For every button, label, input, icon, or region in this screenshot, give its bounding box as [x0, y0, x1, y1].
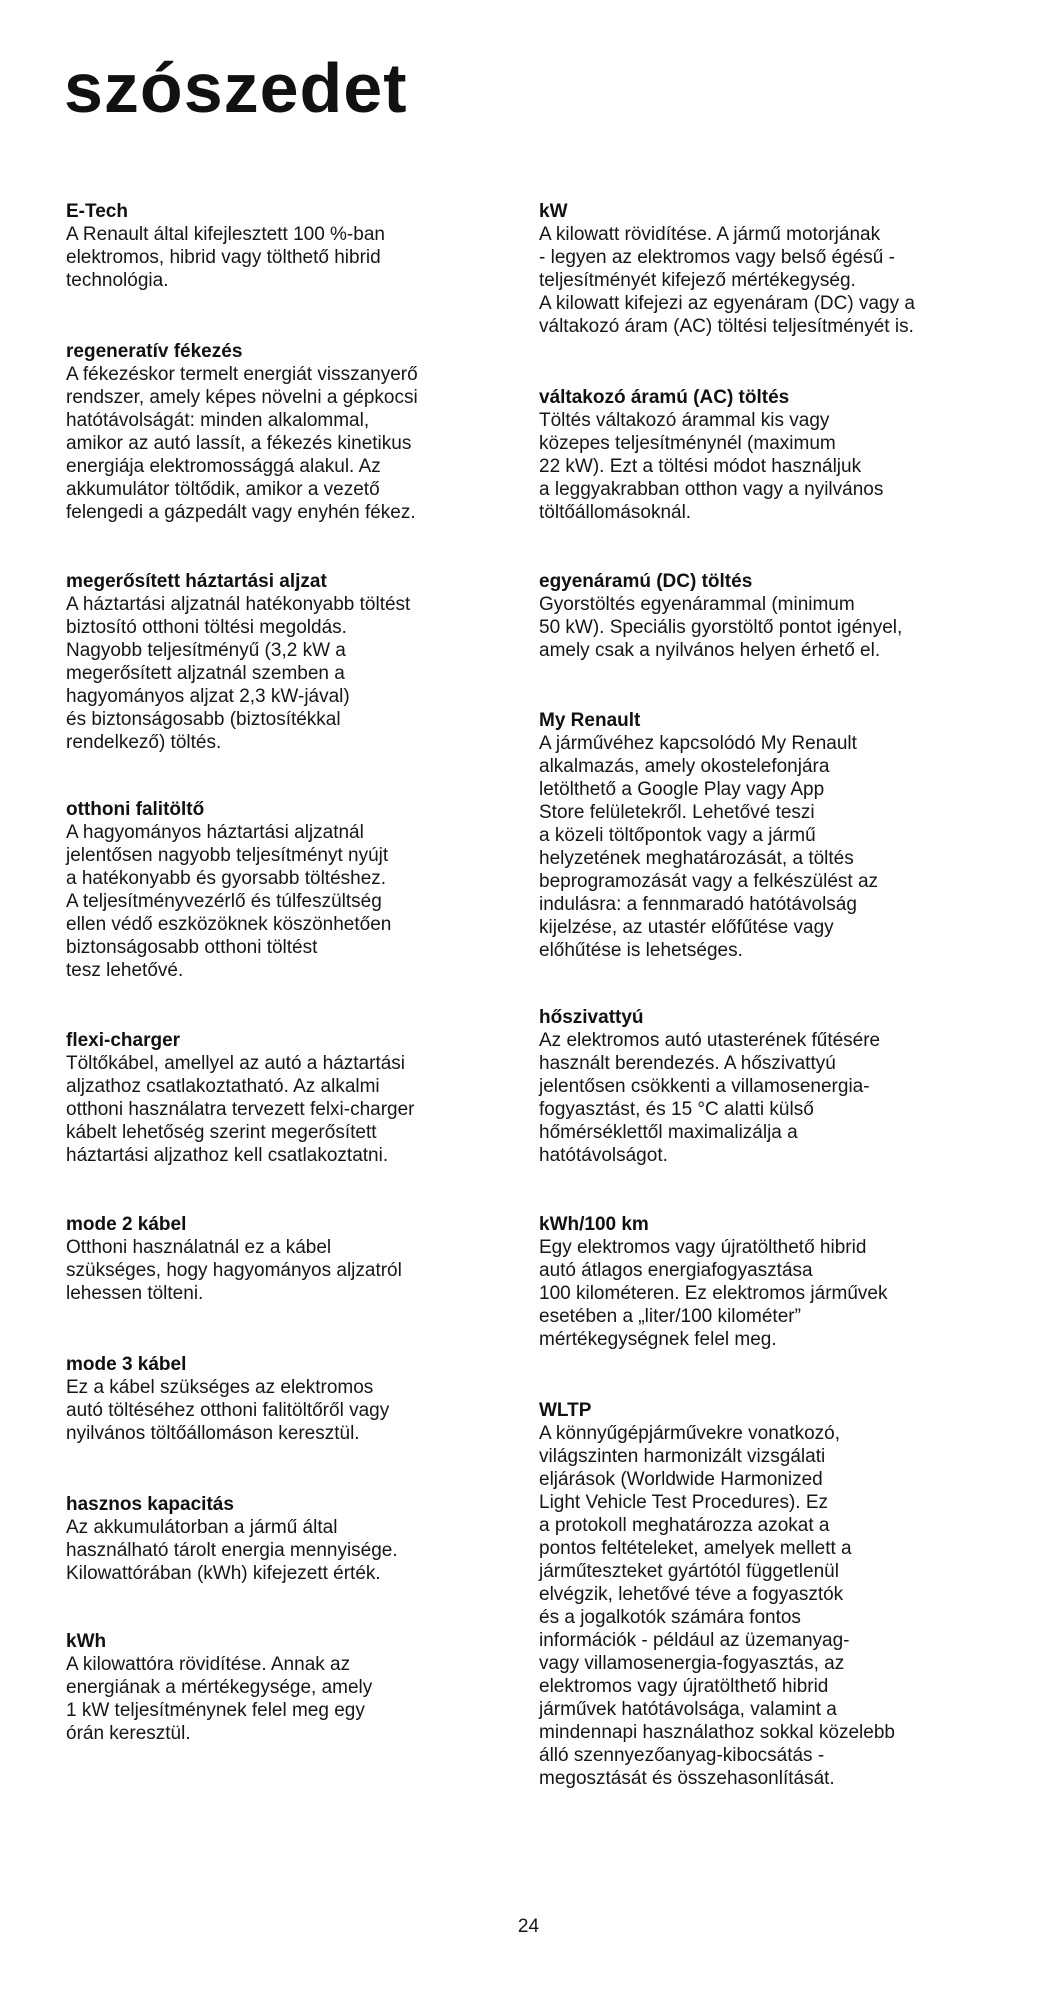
definition-line: Az akkumulátorban a jármű által — [66, 1517, 338, 1538]
glossary-term: E-Tech — [66, 201, 128, 222]
definition-line: kijelzése, az utastér előfűtése vagy — [539, 917, 834, 938]
glossary-entry — [539, 1399, 1009, 1790]
definition-line: technológia. — [66, 270, 169, 291]
definition-line: A járművéhez kapcsolódó My Renault — [539, 733, 857, 754]
definition-line: pontos feltételeket, amelyek mellett a — [539, 1538, 852, 1559]
definition-line: amikor az autó lassít, a fékezés kinetikus — [66, 433, 412, 454]
definition-line: megosztását és összehasonlítását. — [539, 1768, 835, 1789]
glossary-entry — [539, 709, 1009, 962]
definition-line: biztonságosabb otthoni töltést — [66, 937, 318, 958]
definition-line: járművek hatótávolsága, valamint a — [539, 1699, 837, 1720]
glossary-term: otthoni falitöltő — [66, 799, 205, 820]
glossary-term: flexi-charger — [66, 1030, 181, 1051]
definition-line: Ez a kábel szükséges az elektromos — [66, 1377, 374, 1398]
glossary-entry — [539, 386, 1009, 524]
glossary-term: WLTP — [539, 1400, 592, 1421]
definition-line: eljárások (Worldwide Harmonized — [539, 1469, 823, 1490]
definition-line: előhűtése is lehetséges. — [539, 940, 743, 961]
definition-line: rendelkező) töltés. — [66, 732, 222, 753]
definition-line: háztartási aljzathoz kell csatlakoztatni. — [66, 1145, 389, 1166]
definition-line: Light Vehicle Test Procedures). Ez — [539, 1492, 829, 1513]
definition-line: A kilowattóra rövidítése. Annak az — [66, 1654, 351, 1675]
definition-line: A teljesítményvezérlő és túlfeszültség — [66, 891, 382, 912]
glossary-entry — [66, 1213, 536, 1305]
definition-line: jelentősen nagyobb teljesítményt nyújt — [66, 845, 389, 866]
definition-line: otthoni használatra tervezett felxi-charger — [66, 1099, 415, 1120]
glossary-entry — [66, 1029, 536, 1167]
definition-line: fogyasztást, és 15 °C alatti külső — [539, 1099, 814, 1120]
definition-line: energiája elektromossággá alakul. Az — [66, 456, 381, 477]
glossary-term: egyenáramú (DC) töltés — [539, 571, 753, 592]
definition-line: Egy elektromos vagy újratölthető hibrid — [539, 1237, 867, 1258]
definition-line: 50 kW). Speciális gyorstöltő pontot igényel, — [539, 617, 903, 638]
glossary-entry — [539, 570, 1009, 662]
definition-line: órán keresztül. — [66, 1723, 191, 1744]
definition-line: alkalmazás, amely okostelefonjára — [539, 756, 830, 777]
definition-line: használt berendezés. A hőszivattyú — [539, 1053, 836, 1074]
definition-line: Kilowattórában (kWh) kifejezett érték. — [66, 1563, 381, 1584]
definition-line: megerősített aljzatnál szemben a — [66, 663, 345, 684]
definition-line: hatótávolságot. — [539, 1145, 668, 1166]
definition-line: akkumulátor töltődik, amikor a vezető — [66, 479, 380, 500]
definition-line: lehessen tölteni. — [66, 1283, 204, 1304]
definition-line: hatótávolságát: minden alkalommal, — [66, 410, 370, 431]
definition-line: biztosító otthoni töltési megoldás. — [66, 617, 347, 638]
glossary-entry — [66, 1630, 536, 1745]
glossary-term: kWh — [66, 1631, 107, 1652]
definition-line: nyilvános töltőállomáson keresztül. — [66, 1423, 360, 1444]
definition-line: álló szennyezőanyag-kibocsátás - — [539, 1745, 825, 1766]
glossary-entry — [66, 798, 536, 982]
definition-line: Az elektromos autó utasterének fűtésére — [539, 1030, 881, 1051]
glossary-entry — [539, 1213, 1009, 1351]
definition-line: 22 kW). Ezt a töltési módot használjuk — [539, 456, 862, 477]
definition-line: A kilowatt kifejezi az egyenáram (DC) vagy a — [539, 293, 915, 314]
page-number: 24 — [517, 1916, 540, 1937]
page-title: szószedet — [64, 49, 408, 127]
definition-line: mértékegységnek felel meg. — [539, 1329, 777, 1350]
glossary-entry — [66, 200, 536, 292]
glossary-term: kW — [539, 201, 568, 222]
definition-line: autó átlagos energiafogyasztása — [539, 1260, 813, 1281]
definition-line: Otthoni használatnál ez a kábel — [66, 1237, 332, 1258]
definition-line: töltőállomásoknál. — [539, 502, 692, 523]
definition-line: A Renault által kifejlesztett 100 %-ban — [66, 224, 385, 245]
definition-line: A háztartási aljzatnál hatékonyabb töltést — [66, 594, 411, 615]
glossary-entry — [66, 1353, 536, 1445]
definition-line: 100 kilométeren. Ez elektromos járművek — [539, 1283, 888, 1304]
definition-line: felengedi a gázpedált vagy enyhén fékez. — [66, 502, 416, 523]
definition-line: Gyorstöltés egyenárammal (minimum — [539, 594, 855, 615]
glossary-term: hasznos kapacitás — [66, 1494, 234, 1515]
definition-line: Töltés váltakozó árammal kis vagy — [539, 410, 830, 431]
glossary-entry — [66, 570, 536, 754]
definition-line: világszinten harmonizált vizsgálati — [539, 1446, 826, 1467]
definition-line: és biztonságosabb (biztosítékkal — [66, 709, 341, 730]
definition-line: A könnyűgépjárművekre vonatkozó, — [539, 1423, 841, 1444]
definition-line: váltakozó áram (AC) töltési teljesítményét is. — [539, 316, 914, 337]
definition-line: és a jogalkotók számára fontos — [539, 1607, 801, 1628]
glossary-entry — [66, 340, 536, 524]
definition-line: járműteszteket gyártótól függetlenül — [539, 1561, 839, 1582]
definition-line: mindennapi használathoz sokkal közelebb — [539, 1722, 895, 1743]
definition-line: jelentősen csökkenti a villamosenergia- — [539, 1076, 870, 1097]
glossary-term: hőszivattyú — [539, 1007, 644, 1028]
definition-line: A kilowatt rövidítése. A jármű motorjának — [539, 224, 881, 245]
definition-line: energiának a mértékegysége, amely — [66, 1677, 373, 1698]
definition-line: elvégzik, lehetővé téve a fogyasztók — [539, 1584, 844, 1605]
definition-line: elektromos vagy újratölthető hibrid — [539, 1676, 829, 1697]
definition-line: a protokoll meghatározza azokat a — [539, 1515, 830, 1536]
definition-line: beprogramozását vagy a felkészülést az — [539, 871, 879, 892]
definition-line: 1 kW teljesítménynek felel meg egy — [66, 1700, 365, 1721]
definition-line: a közeli töltőpontok vagy a jármű — [539, 825, 816, 846]
definition-line: amely csak a nyilvános helyen érhető el. — [539, 640, 881, 661]
definition-line: hagyományos aljzat 2,3 kW-jával) — [66, 686, 350, 707]
definition-line: a leggyakrabban otthon vagy a nyilvános — [539, 479, 884, 500]
definition-line: aljzathoz csatlakoztatható. Az alkalmi — [66, 1076, 380, 1097]
definition-line: letölthető a Google Play vagy App — [539, 779, 825, 800]
definition-line: - legyen az elektromos vagy belső égésű - — [539, 247, 895, 268]
definition-line: autó töltéséhez otthoni falitöltőről vagy — [66, 1400, 390, 1421]
definition-line: információk - például az üzemanyag- — [539, 1630, 850, 1651]
definition-line: közepes teljesítménynél (maximum — [539, 433, 836, 454]
definition-line: tesz lehetővé. — [66, 960, 184, 981]
definition-line: vagy villamosenergia-fogyasztás, az — [539, 1653, 845, 1674]
definition-line: A fékezéskor termelt energiát visszanyerő — [66, 364, 418, 385]
glossary-term: mode 3 kábel — [66, 1354, 187, 1375]
definition-line: esetében a „liter/100 kilométer” — [539, 1306, 801, 1327]
glossary-term: mode 2 kábel — [66, 1214, 187, 1235]
glossary-entry — [539, 200, 1009, 338]
definition-line: elektromos, hibrid vagy tölthető hibrid — [66, 247, 381, 268]
definition-line: kábelt lehetőség szerint megerősített — [66, 1122, 377, 1143]
definition-line: hőmérséklettől maximalizálja a — [539, 1122, 798, 1143]
definition-line: Töltőkábel, amellyel az autó a háztartási — [66, 1053, 406, 1074]
glossary-term: kWh/100 km — [539, 1214, 649, 1235]
definition-line: a hatékonyabb és gyorsabb töltéshez. — [66, 868, 387, 889]
glossary-entry — [539, 1006, 1009, 1167]
glossary-entry — [66, 1493, 536, 1585]
definition-line: A hagyományos háztartási aljzatnál — [66, 822, 364, 843]
definition-line: használható tárolt energia mennyisége. — [66, 1540, 398, 1561]
definition-line: Store felületekről. Lehetővé teszi — [539, 802, 815, 823]
definition-line: teljesítményét kifejező mértékegység. — [539, 270, 856, 291]
definition-line: indulásra: a fennmaradó hatótávolság — [539, 894, 857, 915]
glossary-term: megerősített háztartási aljzat — [66, 571, 327, 592]
glossary-term: My Renault — [539, 710, 641, 731]
definition-line: ellen védő eszközöknek köszönhetően — [66, 914, 392, 935]
definition-line: Nagyobb teljesítményű (3,2 kW a — [66, 640, 346, 661]
glossary-term: regeneratív fékezés — [66, 341, 243, 362]
definition-line: szükséges, hogy hagyományos aljzatról — [66, 1260, 402, 1281]
definition-line: rendszer, amely képes növelni a gépkocsi — [66, 387, 418, 408]
definition-line: helyzetének meghatározását, a töltés — [539, 848, 854, 869]
glossary-term: váltakozó áramú (AC) töltés — [539, 387, 790, 408]
